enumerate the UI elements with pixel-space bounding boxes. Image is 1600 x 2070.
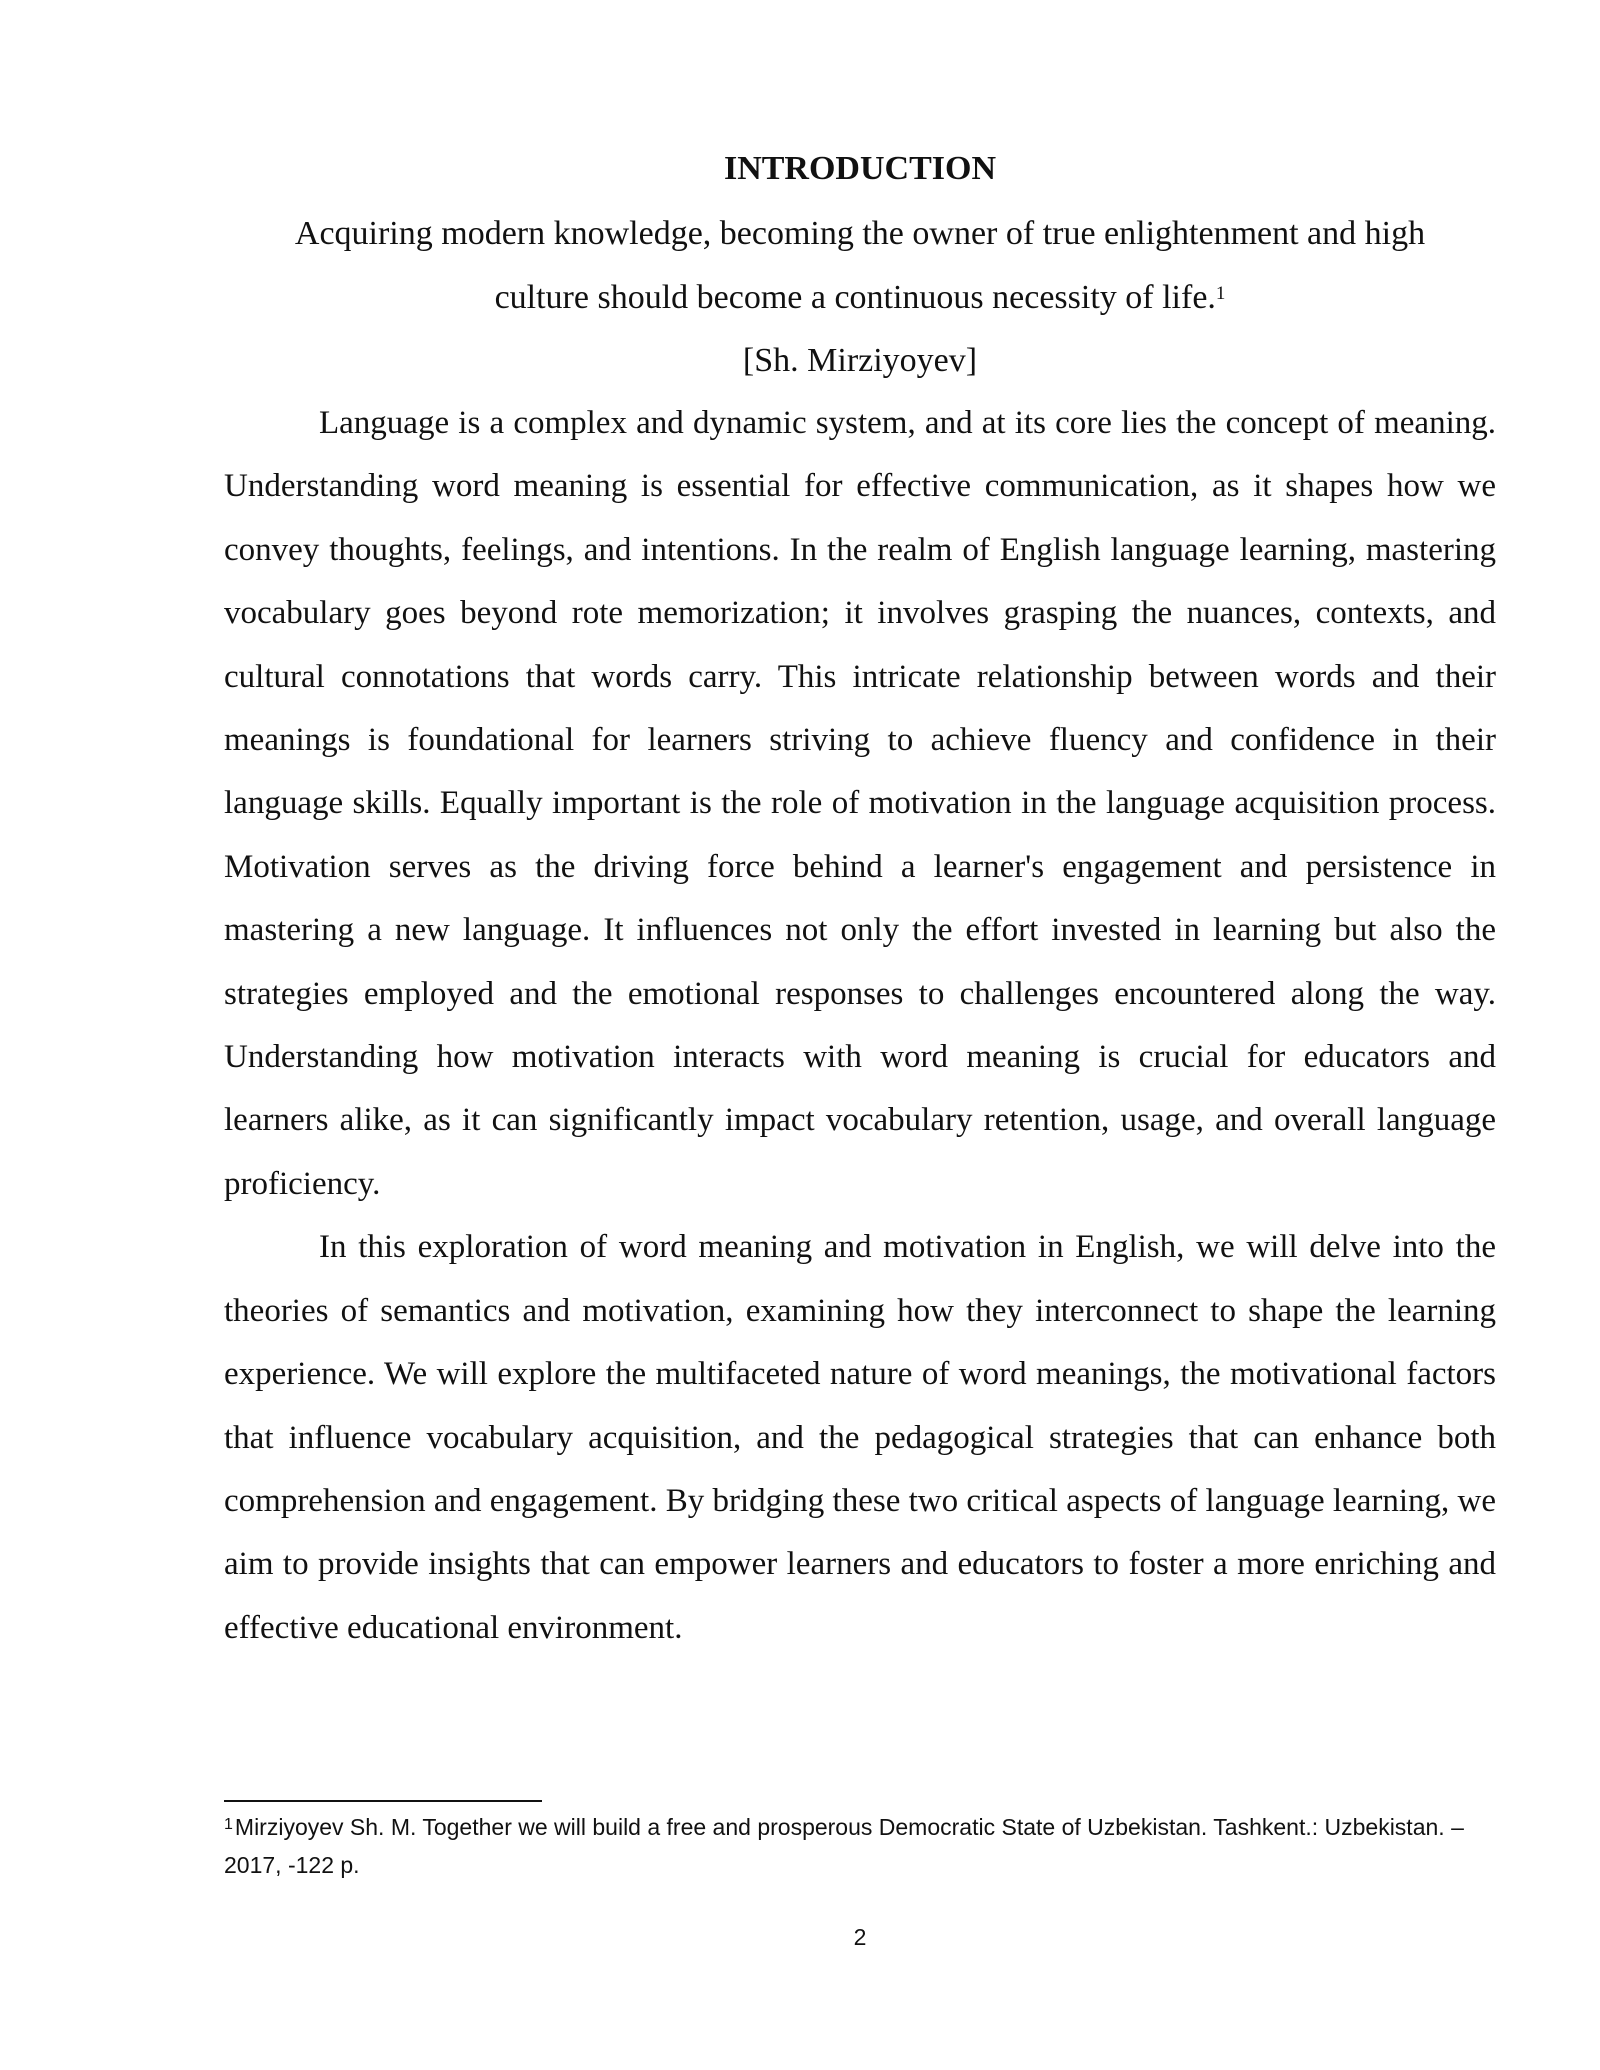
body-text bbox=[224, 392, 1496, 1660]
paragraph: In this exploration of word meaning and motivation in English, we will delve into the theories of semantics and motivation, examining how they interconnect to shape the learning experience. We will explore the multifaceted nature of word meanings, the motivational factors that influence vocabulary acquisition, and the pedagogical strategies that can enhance both comprehension and engagement. By bridging these two critical aspects of language learning, we aim to provide insights that can empower learners and educators to foster a more enriching and effective educational environment. bbox=[224, 1229, 1496, 1646]
epigraph-text: Acquiring modern knowledge, becoming the owner of true enlightenment and high bbox=[294, 215, 1426, 252]
epigraph bbox=[224, 202, 1496, 393]
footnote-reference[interactable]: 1 bbox=[1215, 282, 1226, 304]
footnote bbox=[224, 1808, 1496, 1884]
page-number: 2 bbox=[853, 1924, 867, 1950]
epigraph-text: culture should become a continuous necessity of life. bbox=[494, 278, 1216, 316]
section-title: INTRODUCTION bbox=[723, 150, 997, 187]
epigraph-author: [Sh. Mirziyoyev] bbox=[742, 342, 978, 379]
footnote-separator bbox=[224, 1800, 542, 1802]
footnote-text: Mirziyoyev Sh. M. Together we will build a free and prosperous Democratic State of Uzbekistan. Tashkent.: Uzbekistan. – 2017, -122 p. bbox=[224, 1814, 1464, 1878]
epigraph-line bbox=[224, 266, 1496, 330]
footnote-number: 1 bbox=[224, 1816, 233, 1833]
paragraph: Language is a complex and dynamic system, and at its core lies the concept of meaning. Understanding word meaning is essential for effective communication, as it shapes how we convey thoughts, feelings, and intentions. In the realm of English language learning, mastering vocabulary goes beyond rote memorization; it involves grasping the nuances, contexts, and cultural connotations that words carry. This intricate relationship between words and their meanings is foundational for learners striving to achieve fluency and confidence in their language skills. Equally important is the role of motivation in the language acquisition process. Motivation serves as the driving force behind a learner's engagement and persistence in mastering a new language. It influences not only the effort invested in learning but also the strategies employed and the emotional responses to challenges encountered along the way. Understanding how motivation interacts with word meaning is crucial for educators and learners alike, as it can significantly impact vocabulary retention, usage, and overall language proficiency. bbox=[224, 405, 1496, 1202]
epigraph-line bbox=[224, 202, 1496, 266]
